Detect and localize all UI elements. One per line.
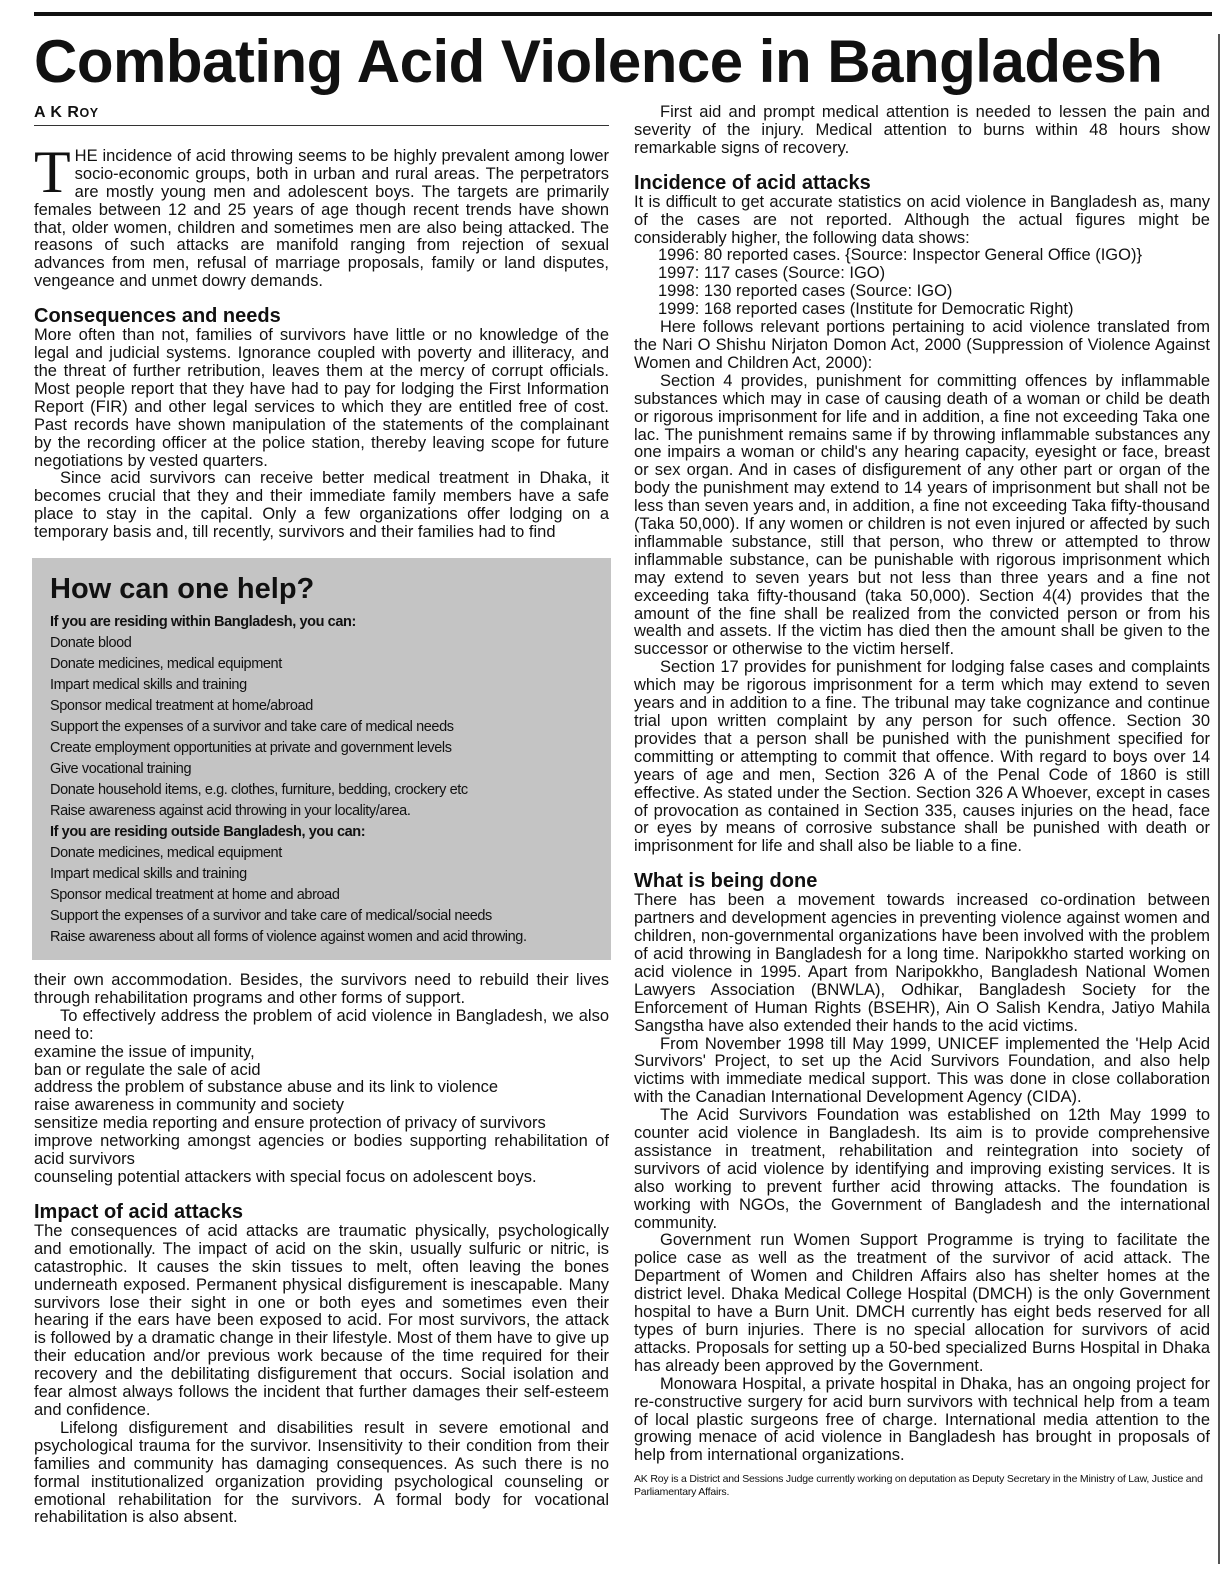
help-within-heading: If you are residing within Bangladesh, you can: bbox=[50, 614, 356, 631]
list-item: counseling potential attackers with special focus on adolescent boys. bbox=[34, 1168, 537, 1186]
list-item: improve networking amongst agencies or bodies supporting rehabilitation of acid survivors bbox=[34, 1132, 609, 1169]
done-paragraph-5: Monowara Hospital, a private hospital in Dhaka, has an ongoing project for re-constructive surgery for acid burn survivors with technical help from a team of local plastic surgeons free of charge. International media attention to the growing menace of acid violence in Bangladesh has brought in proposals of help from international organizations. bbox=[634, 1374, 1210, 1465]
list-item: Donate medicines, medical equipment bbox=[50, 656, 282, 673]
list-item: 1997: 117 cases (Source: IGO) bbox=[658, 264, 886, 283]
consequences-paragraph-1: More often than not, families of survivors have little or no knowledge of the legal and judicial systems. Ignorance coupled with poverty and illiteracy, and the threat of further retribution, leaves them at the mercy of corrupt officials. Most people report that they have had to pay for lodging the First Information Report (FIR) and other legal services to which they are entitled free of cost. Past records have shown manipulation of the statements of the complainant by the recording officer at the police station, thereby leaving scope for future negotiations by vested quarters. bbox=[34, 326, 609, 470]
right-column bbox=[634, 104, 1210, 1498]
list-item: address the problem of substance abuse and its link to violence bbox=[34, 1078, 499, 1097]
help-within-list bbox=[50, 633, 593, 822]
list-item: raise awareness in community and society bbox=[34, 1096, 344, 1115]
needs-list bbox=[34, 1044, 609, 1187]
list-item: Donate blood bbox=[50, 635, 132, 652]
list-item: Support the expenses of a survivor and take care of medical needs bbox=[50, 719, 454, 736]
help-box bbox=[32, 558, 611, 960]
list-item: Donate household items, e.g. clothes, furniture, bedding, crockery etc bbox=[50, 782, 468, 799]
list-item: Give vocational training bbox=[50, 761, 192, 778]
author-byline bbox=[34, 104, 609, 126]
list-item: 1998: 130 reported cases (Source: IGO) bbox=[658, 282, 953, 301]
list-item: Impart medical skills and training bbox=[50, 866, 247, 883]
list-item: 1999: 168 reported cases (Institute for Democratic Right) bbox=[658, 300, 1074, 319]
list-item: sensitize media reporting and ensure protection of privacy of survivors bbox=[34, 1114, 546, 1133]
list-item: Sponsor medical treatment at home and abroad bbox=[50, 887, 340, 904]
list-item: Create employment opportunities at private and government levels bbox=[50, 740, 452, 757]
list-item: Raise awareness about all forms of violence against women and acid throwing. bbox=[50, 929, 527, 946]
list-item: examine the issue of impunity, bbox=[34, 1042, 255, 1061]
section-4-paragraph: Section 4 provides, punishment for committing offences by inflammable substances which may in case of causing death of a woman or child be death or rigorous imprisonment for life and in addition, a fine not exceeding Taka one lac. The punishment remains same if by throwing inflammable substances any one impairs a woman or child's any hearing capacity, eyesight or face, breast or sex organ. And in cases of disfigurement of any other part or organ of the body the punishment may extend to 14 years of imprisonment but shall not be less than seven years and, in addition, a fine not exceeding Taka fifty-thousand (Taka 50,000). If any women or children is not even injured or affected by such inflammable substance, still that person, who threw or attempted to throw inflammable substance, can be punishable with rigorous imprisonment which may extend to seven years but not less than three years and a fine not exceeding taka fifty-thousand (taka 50,000). Section 4(4) provides that the amount of the fine shall be realized from the convicted person or from his wealth and assets. If the victim has died then the amount shall be given to the successor or otherwise to the victim herself. bbox=[634, 371, 1210, 659]
author-initials: A K R bbox=[34, 104, 80, 121]
section-17-paragraph: Section 17 provides for punishment for lodging false cases and complaints which may be rigorous imprisonment for a term which may extend to seven years and in addition to a fine. The tribunal may take cognizance and continue trial upon written complaint by any person for such offence. Section 30 provides that a person shall be punished with the punishment specified for committing or attempting to commit that offence. With regard to boys over 14 years of age and men, Section 326 A of the Penal Code of 1860 is still effective. As stated under the Section. Section 326 A Whoever, except in cases of provocation as contained in Section 335, causes injuries on the head, face or eyes by means of corrosive substance shall be punished with death or imprisonment for life and shall also be liable to a fine. bbox=[634, 658, 1210, 856]
intro-paragraph bbox=[34, 138, 609, 291]
drop-cap: T bbox=[34, 138, 71, 205]
statistics-list bbox=[634, 247, 1210, 319]
list-item: ban or regulate the sale of acid bbox=[34, 1060, 261, 1079]
incidence-heading: Incidence of acid attacks bbox=[634, 171, 871, 194]
first-aid-paragraph: First aid and prompt medical attention is needed to lessen the pain and severity of the injury. Medical attention to burns within 48 hours show remarkable signs of recovery. bbox=[634, 103, 1210, 157]
continuation-paragraph: their own accommodation. Besides, the survivors need to rebuild their lives through rehabilitation programs and other forms of support. bbox=[34, 971, 609, 1007]
consequences-heading: Consequences and needs bbox=[34, 305, 281, 328]
done-paragraph-1: There has been a movement towards increased co-ordination between partners and development agencies in preventing violence against women and children, non-governmental organizations have been involved with the problem of acid throwing in Bangladesh for a long time. Naripokkho started working on acid violence in 1995. Apart from Naripokkho, Bangladesh National Women Lawyers Association (BNWLA), Odhikar, Bangladesh Society for the Enforcement of Human Rights (BSEHR), Ain O Salish Kendra, Jatiyo Mahila Sangstha have also extended their hands to the acid victims. bbox=[634, 891, 1210, 1035]
impact-paragraph-1: The consequences of acid attacks are traumatic physically, psychologically and emotionally. The impact of acid on the skin, usually sulfuric or nitric, is catastrophic. It causes the skin tissues to melt, often leaving the bones underneath exposed. Permanent physical disfigurement is inescapable. Many survivors lose their sight in one or both eyes and sometimes even their hearing if the ears have been exposed to acid. For most survivors, the attack is followed by a dramatic change in their lifestyle. Most of them have to give up their education and/or previous work because of the time required for their recovery and the debilitating disfigurement that occurs. Social isolation and fear almost always follows the incident that further damages their self-esteem and confidence. bbox=[34, 1221, 609, 1419]
what-is-being-done-heading: What is being done bbox=[634, 870, 818, 893]
impact-heading: Impact of acid attacks bbox=[34, 1200, 243, 1223]
right-column-rule bbox=[1218, 34, 1220, 1564]
help-outside-heading: If you are residing outside Bangladesh, you can: bbox=[50, 824, 366, 841]
list-item: 1996: 80 reported cases. {Source: Inspector General Office (IGO)} bbox=[658, 246, 1142, 265]
help-outside-list bbox=[50, 843, 593, 948]
done-paragraph-3: The Acid Survivors Foundation was established on 12th May 1999 to counter acid violence in Bangladesh. Its aim is to provide comprehensive assistance in treatment, rehabilitation and reintegration into society of survivors of acid violence by identifying and improving existing services. It is also working to prevent further acid throwing attacks. The foundation is working with NGOs, the Government of Bangladesh and the international community. bbox=[634, 1106, 1210, 1232]
address-intro-paragraph: To effectively address the problem of acid violence in Bangladesh, we also need to: bbox=[34, 1006, 609, 1043]
list-item: Impart medical skills and training bbox=[50, 677, 247, 694]
done-paragraph-2: From November 1998 till May 1999, UNICEF implemented the 'Help Acid Survivors' Project, to set up the Acid Survivors Foundation, and also help victims with immediate medical support. This was done in close collaboration with the Canadian International Development Agency (CIDA). bbox=[634, 1034, 1210, 1107]
author-footnote: AK Roy is a District and Sessions Judge currently working on deputation as Deputy Secretary in the Ministry of Law, Justice and Parliamentary Affairs. bbox=[634, 1473, 1203, 1498]
impact-paragraph-2: Lifelong disfigurement and disabilities result in severe emotional and psychological trauma for the survivor. Insensitivity to their condition from their families and community has damaging consequences. As such there is no formal institutionalized organization providing psychological counseling or emotional rehabilitation for the survivors. A formal body for vocational rehabilitation is also absent. bbox=[34, 1418, 609, 1527]
incidence-paragraph: It is difficult to get accurate statistics on acid violence in Bangladesh as, many of the cases are not reported. Although the actual figures might be considerably higher, the following data shows: bbox=[634, 192, 1210, 247]
intro-text: HE incidence of acid throwing seems to be highly prevalent among lower socio-economic groups, both in urban and rural areas. The perpetrators are mostly young men and adolescent boys. The targets are primarily females between 12 and 25 years of age though recent trends have shown that, older women, children and sometimes men are also being attacked. The reasons of such attacks are manifold ranging from rejection of sexual advances from men, refusal of marriage proposals, family or land disputes, vengeance and unmet dowry demands. bbox=[34, 146, 609, 291]
list-item: Donate medicines, medical equipment bbox=[50, 845, 282, 862]
list-item: Raise awareness against acid throwing in your locality/area. bbox=[50, 803, 411, 820]
author-surname-rest: OY bbox=[79, 106, 99, 120]
law-intro-paragraph: Here follows relevant portions pertaining to acid violence translated from the Nari O Shishu Nirjaton Domon Act, 2000 (Suppression of Violence Against Women and Children Act, 2000): bbox=[634, 318, 1210, 372]
article-title: Combating Acid Violence in Bangladesh bbox=[34, 28, 1163, 95]
consequences-paragraph-2: Since acid survivors can receive better medical treatment in Dhaka, it becomes crucial that they and their immediate family members have a safe place to stay in the capital. Only a few organizations offer lodging on a temporary basis and, till recently, survivors and their families had to find bbox=[34, 469, 609, 542]
list-item: Sponsor medical treatment at home/abroad bbox=[50, 698, 313, 715]
list-item: Support the expenses of a survivor and take care of medical/social needs bbox=[50, 908, 492, 925]
done-paragraph-4: Government run Women Support Programme is trying to facilitate the police case as well as the treatment of the survivor of acid attack. The Department of Women and Children Affairs also has shelter homes at the district level. Dhaka Medical College Hospital (DMCH) is the only Government hospital to have a Burn Unit. DMCH currently has eight beds reserved for all types of burn injuries. There is no special allocation for survivors of acid attacks. Proposals for setting up a 50-bed specialized Burns Hospital in Dhaka has already been approved by the Government. bbox=[634, 1231, 1210, 1375]
help-box-title: How can one help? bbox=[50, 573, 315, 606]
top-rule bbox=[34, 12, 1212, 16]
left-column bbox=[34, 104, 609, 1527]
